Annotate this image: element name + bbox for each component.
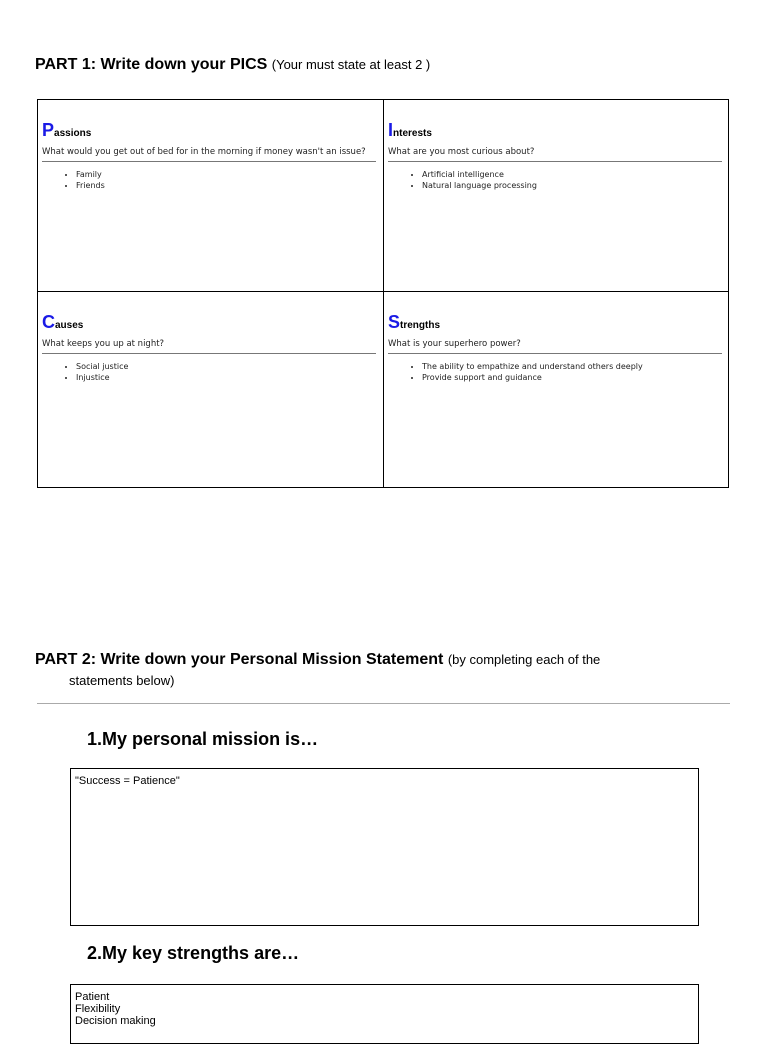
mission-question: 1.My personal mission is… — [87, 729, 319, 749]
pics-cell-strengths — [384, 292, 728, 487]
list-item: • The ability to empathize and understand others deeply — [422, 362, 643, 373]
list-item: • Artificial intelligence — [422, 170, 537, 181]
part2-title: PART 2: Write down your Personal Mission Statement — [35, 651, 444, 668]
cell-question: What are you most curious about? — [388, 147, 722, 162]
mission-answer-box[interactable] — [70, 768, 699, 926]
pics-cell-interests — [384, 100, 728, 292]
cell-title-rest: trengths — [400, 320, 441, 331]
part2-note-continued: statements below) — [69, 673, 175, 688]
cell-title-rest: auses — [55, 320, 84, 331]
list-item: • Natural language processing — [422, 181, 537, 192]
cell-title — [42, 312, 83, 333]
cell-list — [60, 362, 128, 383]
cell-question: What would you get out of bed for in the morning if money wasn't an issue? — [42, 147, 376, 162]
cell-title-rest: nterests — [393, 128, 432, 139]
cell-letter: I — [388, 120, 394, 140]
part1-note: (Your must state at least 2 ) — [271, 57, 431, 72]
cell-letter: C — [42, 312, 55, 332]
list-item: • Family — [76, 170, 105, 181]
strength-item: Flexibility — [75, 1003, 121, 1015]
cell-title — [388, 120, 432, 141]
pics-cell-passions — [38, 100, 384, 292]
list-item: • Injustice — [76, 373, 128, 384]
strength-item: Decision making — [75, 1015, 156, 1027]
cell-letter: P — [42, 120, 55, 140]
cell-title-rest: assions — [54, 128, 92, 139]
cell-list — [60, 170, 105, 191]
pics-grid — [37, 99, 729, 488]
strengths-answer-box[interactable] — [70, 984, 699, 1044]
section-divider — [37, 703, 730, 704]
cell-list — [406, 362, 643, 383]
part1-heading — [35, 56, 430, 74]
cell-question: What keeps you up at night? — [42, 339, 376, 354]
pics-cell-causes — [38, 292, 384, 487]
cell-question: What is your superhero power? — [388, 339, 722, 354]
cell-title — [388, 312, 440, 333]
strength-item: Patient — [75, 991, 110, 1003]
cell-title — [42, 120, 91, 141]
part2-heading — [35, 651, 600, 669]
mission-answer: "Success = Patience" — [75, 775, 180, 787]
cell-letter: S — [388, 312, 401, 332]
list-item: • Provide support and guidance — [422, 373, 643, 384]
list-item: • Social justice — [76, 362, 128, 373]
strengths-question: 2.My key strengths are… — [87, 943, 300, 963]
part1-title: PART 1: Write down your PICS — [35, 56, 268, 73]
part2-note: (by completing each of the — [447, 652, 601, 667]
list-item: • Friends — [76, 181, 105, 192]
cell-list — [406, 170, 537, 191]
